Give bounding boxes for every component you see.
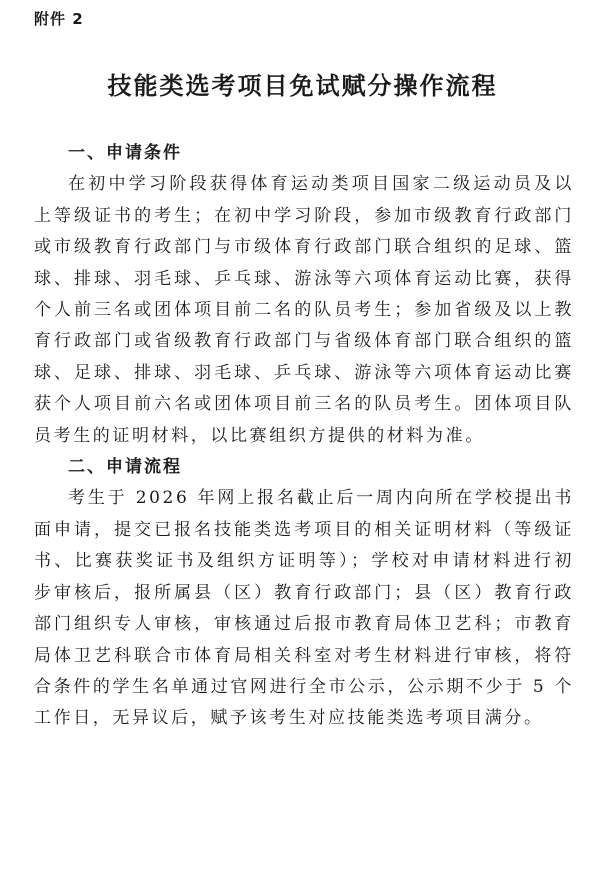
attachment-label: 附件 2	[34, 10, 84, 28]
section-body-process: 考生于 2026 年网上报名截止后一周内向所在学校提出书面申请，提交已报名技能类选考项目的相关证明材料（等级证书、比赛获奖证书及组织方证明等）；学校对申请材料进行初步审核后，报所属县（区）教育行政部门；县（区）教育行政部门组织专人审核，审核通过后报市教育局体卫艺科；市教育局体卫艺科联合市体育局相关科室对考生材料进行审核，将符合条件的学生名单通过官网进行全市公示，公示期不少于 5 个工作日，无异议后，赋予该考生对应技能类选考项目满分。	[34, 488, 574, 729]
document-title: 技能类选考项目免试赋分操作流程	[107, 72, 498, 100]
section-heading-process: 二、申请流程	[68, 457, 182, 478]
document-body	[34, 138, 574, 735]
section-body-conditions: 在初中学习阶段获得体育运动类项目国家二级运动员及以上等级证书的考生；在初中学习阶段，参加市级教育行政部门或市级教育行政部门与市级体育行政部门联合组织的足球、篮球、排球、羽毛球、乒乓球、游泳等六项体育运动比赛，获得个人前三名或团体项目前二名的队员考生；参加省级及以上教育行政部门或省级教育行政部门与省级体育部门联合组织的篮球、足球、排球、羽毛球、乒乓球、游泳等六项体育运动比赛获个人项目前六名或团体项目前三名的队员考生。团体项目队员考生的证明材料，以比赛组织方提供的材料为准。	[34, 174, 574, 446]
section-heading-conditions: 一、申请条件	[68, 143, 182, 163]
